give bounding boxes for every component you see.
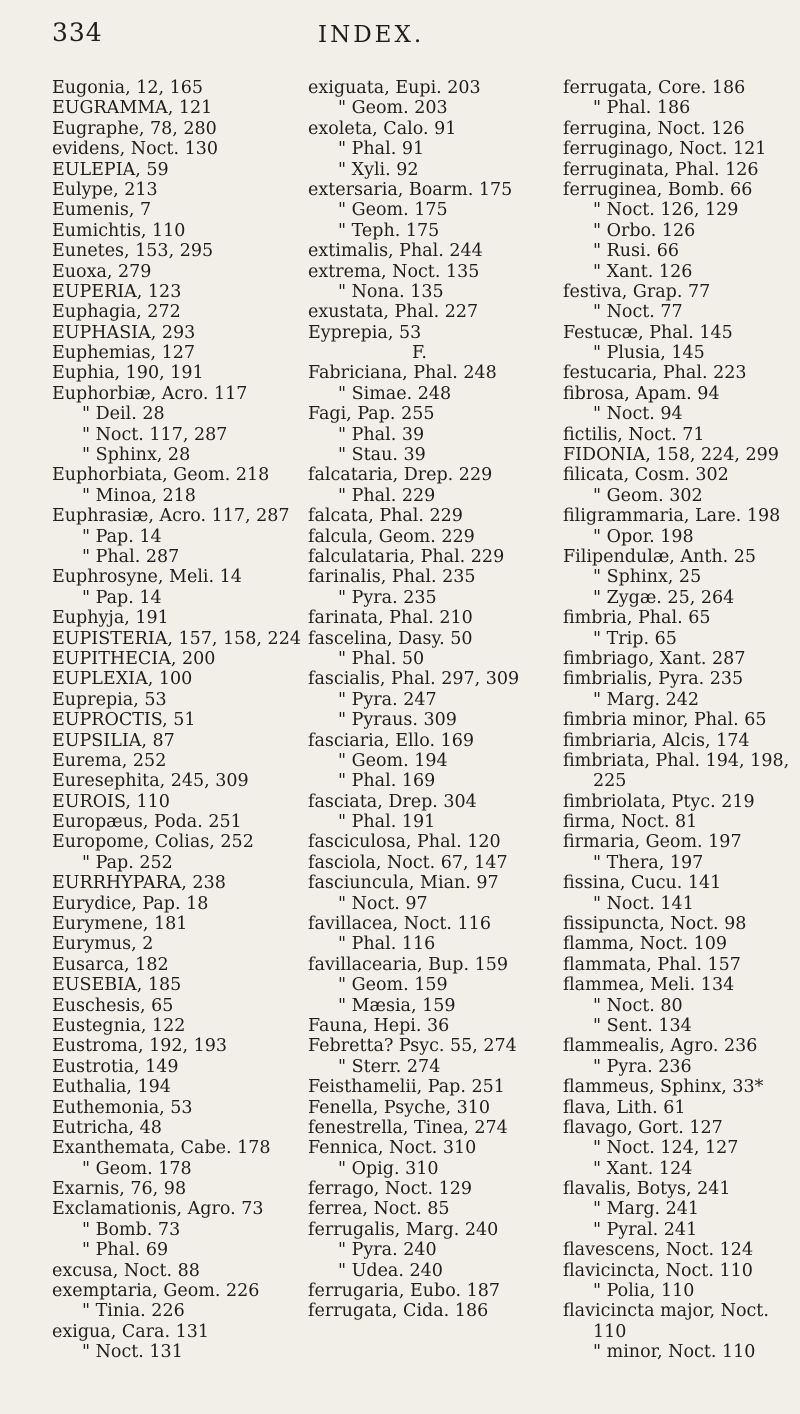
index-entry: Euphrasiæ, Acro. 117, 287 (52, 506, 290, 527)
index-entry: EURRHYPARA, 238 (52, 873, 226, 894)
index-entry: ferrago, Noct. 129 (308, 1179, 473, 1200)
index-entry: " Teph. 175 (338, 220, 440, 241)
index-entry: " Mæsia, 159 (338, 995, 456, 1016)
index-entry: filigrammaria, Lare. 198 (563, 506, 781, 527)
index-entry: " Thera, 197 (593, 852, 704, 873)
index-entry: flamma, Noct. 109 (563, 934, 728, 955)
index-entry: FIDONIA, 158, 224, 299 (563, 445, 779, 466)
index-entry: fimbriata, Phal. 194, 198, (563, 750, 790, 771)
index-entry: extimalis, Phal. 244 (308, 241, 483, 262)
index-entry: Fennica, Noct. 310 (308, 1138, 477, 1159)
index-entry: ferruginata, Phal. 126 (563, 159, 759, 180)
index-entry: " Zygæ. 25, 264 (593, 587, 735, 608)
index-entry: " Phal. 191 (338, 812, 436, 833)
index-entry: " Phal. 116 (338, 934, 436, 955)
index-entry: Euoxa, 279 (52, 261, 152, 282)
index-entry: " Pap. 14 (82, 587, 162, 608)
index-entry: " Sphinx, 25 (593, 567, 702, 588)
index-entry: " Stau. 39 (338, 445, 426, 466)
index-entry: " Pyral. 241 (593, 1219, 698, 1240)
index-entry: farinalis, Phal. 235 (308, 567, 476, 588)
index-entry: " Noct. 94 (593, 404, 683, 425)
index-entry: Eustroma, 192, 193 (52, 1036, 228, 1057)
index-entry: Fenella, Psyche, 310 (308, 1097, 491, 1118)
index-entry: " Noct. 126, 129 (593, 200, 739, 221)
index-entry: Europæus, Poda. 251 (52, 812, 242, 833)
index-entry: flammata, Phal. 157 (563, 954, 741, 975)
index-entry: fimbria, Phal. 65 (563, 608, 711, 629)
index-entry: " Noct. 77 (593, 302, 683, 323)
index-column-2 (308, 78, 546, 1322)
index-entry: " Geom. 302 (593, 485, 703, 506)
index-entry: fimbriolata, Ptyc. 219 (563, 791, 755, 812)
index-entry: falcata, Phal. 229 (308, 506, 463, 527)
index-entry: exiguata, Eupi. 203 (308, 78, 481, 98)
index-entry: Exclamationis, Agro. 73 (52, 1199, 264, 1220)
index-entry: " Geom. 194 (338, 750, 448, 771)
index-entry: Febretta? Psyc. 55, 274 (308, 1036, 517, 1057)
index-entry: " Orbo. 126 (593, 220, 696, 241)
index-entry: ferruginea, Bomb. 66 (563, 179, 753, 200)
index-entry: " Pyraus. 309 (338, 710, 457, 731)
index-entry: " Noct. 131 (82, 1342, 183, 1363)
index-entry: EUPROCTIS, 51 (52, 710, 196, 731)
index-column-1 (52, 78, 301, 1363)
page-number: 334 (52, 18, 103, 47)
index-entry: " Plusia, 145 (593, 343, 705, 364)
index-entry: flavicincta major, Noct. (563, 1301, 769, 1322)
index-entry: " Udea. 240 (338, 1260, 443, 1281)
index-entry: " Geom. 178 (82, 1158, 192, 1179)
index-entry: Euphagia, 272 (52, 302, 181, 323)
index-entry: Fabriciana, Phal. 248 (308, 363, 497, 384)
index-entry: favillacearia, Bup. 159 (308, 954, 508, 975)
running-head: INDEX. (318, 22, 425, 48)
index-entry: " Geom. 175 (338, 200, 448, 221)
index-entry: " Simae. 248 (338, 383, 452, 404)
index-entry: Eurema, 252 (52, 750, 167, 771)
index-entry: firmaria, Geom. 197 (563, 832, 742, 853)
index-entry: falcula, Geom. 229 (308, 526, 475, 547)
index-entry: " Polia, 110 (593, 1281, 695, 1302)
index-entry: festiva, Grap. 77 (563, 281, 711, 302)
index-entry: " Noct. 117, 287 (82, 424, 228, 445)
index-entry: Eumenis, 7 (52, 200, 152, 221)
index-entry: evidens, Noct. 130 (52, 139, 218, 160)
index-entry: " Marg. 242 (593, 689, 700, 710)
index-entry: " Noct. 141 (593, 893, 694, 914)
index-entry: falculataria, Phal. 229 (308, 546, 505, 567)
index-entry: Euresephita, 245, 309 (52, 771, 249, 792)
index-entry: fasciaria, Ello. 169 (308, 730, 474, 751)
index-entry: exoleta, Calo. 91 (308, 118, 457, 139)
index-entry: ferrugalis, Marg. 240 (308, 1219, 499, 1240)
index-entry: 110 (593, 1321, 627, 1342)
index-entry: " Xant. 124 (593, 1158, 693, 1179)
index-entry: " Noct. 124, 127 (593, 1138, 739, 1159)
index-entry: " Xyli. 92 (338, 159, 419, 180)
index-entry: ferrugina, Noct. 126 (563, 118, 745, 139)
index-entry: " Geom. 159 (338, 975, 448, 996)
index-entry: " Phal. 50 (338, 648, 425, 669)
index-entry: exemptaria, Geom. 226 (52, 1281, 260, 1302)
index-entry: fasciuncula, Mian. 97 (308, 873, 499, 894)
index-entry: Eurydice, Pap. 18 (52, 893, 209, 914)
index-entry: " Pyra. 240 (338, 1240, 437, 1261)
index-entry: " Sterr. 274 (338, 1056, 441, 1077)
index-entry: Eustegnia, 122 (52, 1015, 186, 1036)
index-entry: fascelina, Dasy. 50 (308, 628, 473, 649)
index-column-3 (563, 78, 795, 1363)
index-entry: Euthemonia, 53 (52, 1097, 193, 1118)
index-entry: " Xant. 126 (593, 261, 693, 282)
index-entry: EUPITHECIA, 200 (52, 648, 216, 669)
index-entry: fictilis, Noct. 71 (563, 424, 705, 445)
index-entry: favillacea, Noct. 116 (308, 914, 491, 935)
index-entry: EUPERIA, 123 (52, 281, 182, 302)
index-entry: extersaria, Boarm. 175 (308, 179, 513, 200)
index-entry: Euphorbiæ, Acro. 117 (52, 383, 248, 404)
index-entry: 225 (593, 771, 627, 792)
index-entry: flava, Lith. 61 (563, 1097, 686, 1118)
index-entry: Euschesis, 65 (52, 995, 174, 1016)
index-entry: Euphia, 190, 191 (52, 363, 204, 384)
index-entry: fascialis, Phal. 297, 309 (308, 669, 520, 690)
index-entry: " minor, Noct. 110 (593, 1342, 756, 1363)
index-entry: " Rusi. 66 (593, 241, 680, 262)
index-entry: flammea, Meli. 134 (563, 975, 735, 996)
index-entry: ferrea, Noct. 85 (308, 1199, 450, 1220)
index-entry: EUPSILIA, 87 (52, 730, 175, 751)
index-entry: EUROIS, 110 (52, 791, 170, 812)
index-entry: " Phal. 69 (82, 1240, 169, 1261)
index-entry: ferrugata, Core. 186 (563, 78, 746, 98)
index-entry: Euthalia, 194 (52, 1077, 171, 1098)
index-entry: Feisthamelii, Pap. 251 (308, 1077, 505, 1098)
index-entry: EUSEBIA, 185 (52, 975, 182, 996)
index-entry: fissina, Cucu. 141 (563, 873, 722, 894)
index-entry: Euphorbiata, Geom. 218 (52, 465, 270, 486)
index-entry: excusa, Noct. 88 (52, 1260, 200, 1281)
index-entry: Eutricha, 48 (52, 1117, 162, 1138)
index-entry: EULEPIA, 59 (52, 159, 169, 180)
index-entry: Eurymene, 181 (52, 914, 188, 935)
index-entry: Europome, Colias, 252 (52, 832, 254, 853)
index-entry: Eurymus, 2 (52, 934, 154, 955)
index-entry: firma, Noct. 81 (563, 812, 698, 833)
index-entry: ferruginago, Noct. 121 (563, 139, 767, 160)
index-entry: fimbriago, Xant. 287 (563, 648, 746, 669)
index-entry: fasciola, Noct. 67, 147 (308, 852, 508, 873)
index-entry: flavicincta, Noct. 110 (563, 1260, 753, 1281)
index-entry: ferrugaria, Eubo. 187 (308, 1281, 500, 1302)
index-entry: Eulype, 213 (52, 179, 158, 200)
index-entry: F. (412, 343, 427, 364)
index-entry: flammealis, Agro. 236 (563, 1036, 758, 1057)
index-entry: Fauna, Hepi. 36 (308, 1015, 450, 1036)
index-entry: Exanthemata, Cabe. 178 (52, 1138, 271, 1159)
index-entry: farinata, Phal. 210 (308, 608, 473, 629)
index-entry: " Tinia. 226 (82, 1301, 185, 1322)
index-entry: fimbrialis, Pyra. 235 (563, 669, 744, 690)
index-entry: " Pap. 14 (82, 526, 162, 547)
index-entry: fasciata, Drep. 304 (308, 791, 477, 812)
index-entry: " Nona. 135 (338, 281, 444, 302)
index-entry: falcataria, Drep. 229 (308, 465, 493, 486)
index-entry: " Deil. 28 (82, 404, 165, 425)
index-entry: Eustrotia, 149 (52, 1056, 179, 1077)
index-entry: EUGRAMMA, 121 (52, 98, 213, 119)
index-entry: EUPLEXIA, 100 (52, 669, 193, 690)
index-entry: " Pyra. 235 (338, 587, 437, 608)
index-entry: Euphrosyne, Meli. 14 (52, 567, 242, 588)
index-entry: fibrosa, Apam. 94 (563, 383, 720, 404)
index-entry: fasciculosa, Phal. 120 (308, 832, 501, 853)
index-entry: fenestrella, Tinea, 274 (308, 1117, 508, 1138)
index-entry: flavalis, Botys, 241 (563, 1179, 731, 1200)
index-entry: Eunetes, 153, 295 (52, 241, 214, 262)
index-entry: Exarnis, 76, 98 (52, 1179, 187, 1200)
index-entry: " Opor. 198 (593, 526, 694, 547)
index-entry: extrema, Noct. 135 (308, 261, 480, 282)
index-entry: " Pyra. 247 (338, 689, 437, 710)
index-entry: Eugraphe, 78, 280 (52, 118, 217, 139)
index-entry: fimbria minor, Phal. 65 (563, 710, 767, 731)
index-entry: ferrugata, Cida. 186 (308, 1301, 489, 1322)
index-entry: " Phal. 186 (593, 98, 691, 119)
index-entry: Festucæ, Phal. 145 (563, 322, 733, 343)
index-entry: " Bomb. 73 (82, 1219, 181, 1240)
index-entry: festucaria, Phal. 223 (563, 363, 747, 384)
index-entry: Euprepia, 53 (52, 689, 167, 710)
index-entry: EUPISTERIA, 157, 158, 224 (52, 628, 301, 649)
index-entry: " Sphinx, 28 (82, 445, 191, 466)
index-entry: " Opig. 310 (338, 1158, 439, 1179)
index-entry: " Noct. 97 (338, 893, 428, 914)
index-entry: fissipuncta, Noct. 98 (563, 914, 747, 935)
index-entry: exustata, Phal. 227 (308, 302, 479, 323)
index-entry: " Pyra. 236 (593, 1056, 692, 1077)
index-entry: " Phal. 287 (82, 546, 180, 567)
index-entry: exigua, Cara. 131 (52, 1321, 210, 1342)
index-entry: EUPHASIA, 293 (52, 322, 196, 343)
index-entry: filicata, Cosm. 302 (563, 465, 729, 486)
index-entry: " Marg. 241 (593, 1199, 700, 1220)
index-entry: Eyprepia, 53 (308, 322, 422, 343)
index-entry: flammeus, Sphinx, 33* (563, 1077, 764, 1098)
index-entry: flavago, Gort. 127 (563, 1117, 723, 1138)
index-entry: Eugonia, 12, 165 (52, 78, 204, 98)
index-entry: Fagi, Pap. 255 (308, 404, 435, 425)
index-entry: Filipendulæ, Anth. 25 (563, 546, 757, 567)
index-entry: fimbriaria, Alcis, 174 (563, 730, 750, 751)
index-entry: " Phal. 91 (338, 139, 425, 160)
index-entry: Euphemias, 127 (52, 343, 196, 364)
index-entry: Euphyja, 191 (52, 608, 169, 629)
index-entry: " Pap. 252 (82, 852, 173, 873)
index-entry: " Phal. 229 (338, 485, 436, 506)
index-entry: " Sent. 134 (593, 1015, 692, 1036)
index-entry: " Noct. 80 (593, 995, 683, 1016)
index-entry: " Phal. 169 (338, 771, 436, 792)
index-entry: flavescens, Noct. 124 (563, 1240, 754, 1261)
index-entry: " Trip. 65 (593, 628, 677, 649)
index-entry: Eumichtis, 110 (52, 220, 186, 241)
index-entry: Eusarca, 182 (52, 954, 169, 975)
index-entry: " Geom. 203 (338, 98, 448, 119)
index-entry: " Phal. 39 (338, 424, 425, 445)
index-entry: " Minoa, 218 (82, 485, 196, 506)
